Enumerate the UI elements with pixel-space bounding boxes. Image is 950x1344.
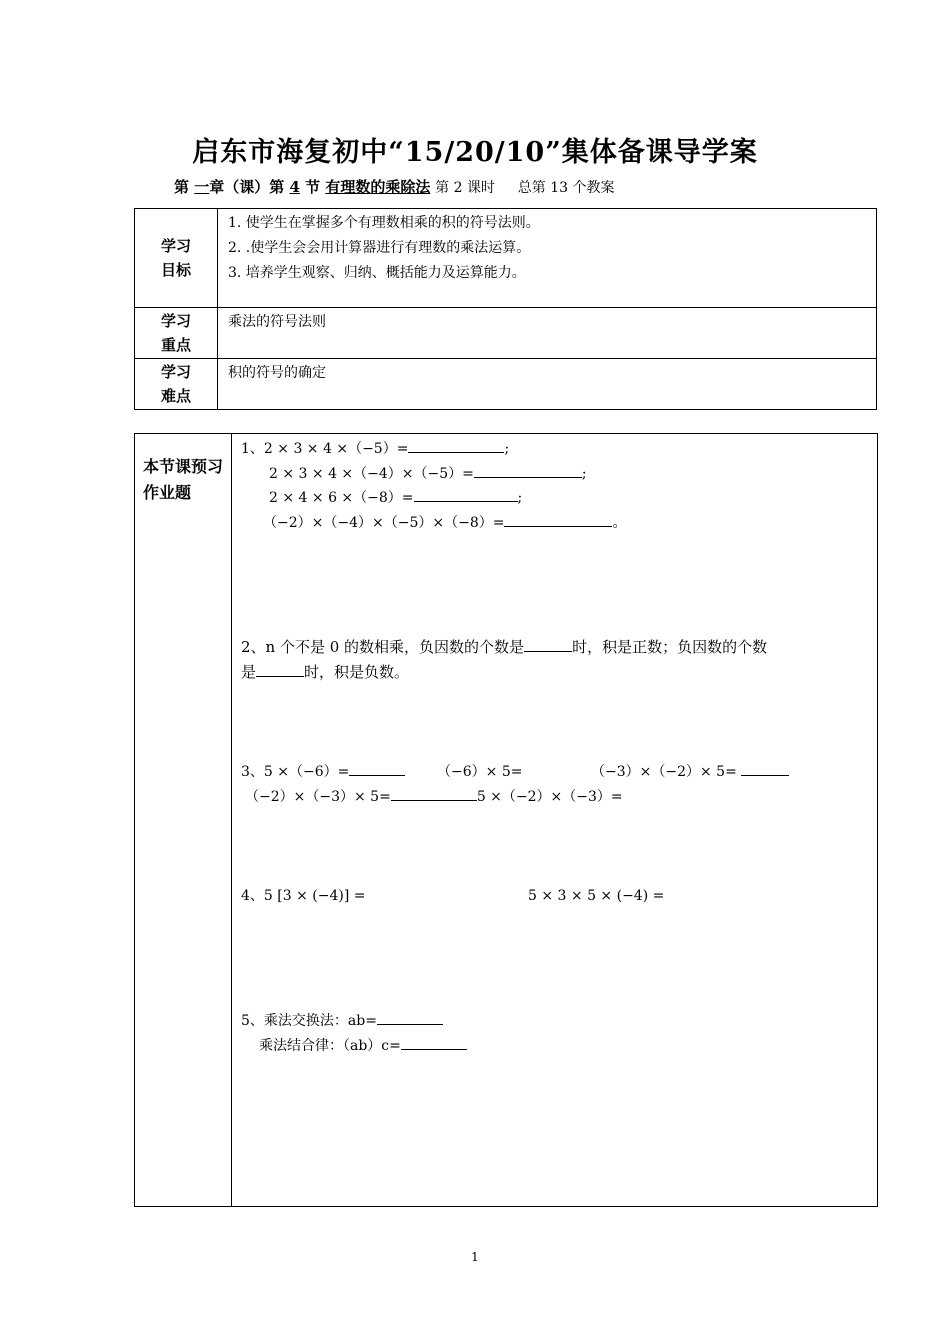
question-3-expr-2: （−6）× 5= <box>437 764 523 780</box>
answer-blank[interactable] <box>524 637 572 652</box>
key-point-row <box>135 308 877 359</box>
answer-blank[interactable] <box>256 662 304 677</box>
page-number: 1 <box>471 1250 479 1264</box>
question-3-line-1: 3、5 ×（−6）= <box>241 760 405 784</box>
lesson-topic: 有理数的乘除法 <box>325 178 431 196</box>
key-point-label: 学习 重点 <box>135 308 218 359</box>
answer-blank[interactable] <box>414 487 518 502</box>
objectives-row <box>135 209 877 308</box>
answer-blank[interactable] <box>377 1010 443 1025</box>
objective-item: 3. 培养学生观察、归纳、概括能力及运算能力。 <box>228 265 526 281</box>
objectives-content <box>218 209 877 308</box>
answer-blank[interactable] <box>741 761 789 776</box>
answer-blank[interactable] <box>504 512 612 527</box>
difficulty-label: 学习 难点 <box>135 359 218 410</box>
key-point-content: 乘法的符号法则 <box>218 308 877 359</box>
question-4-expr-1: 4、5 [3 × (−4)] = <box>241 888 366 904</box>
header-part-1: 第 <box>174 178 195 196</box>
difficulty-content: 积的符号的确定 <box>218 359 877 410</box>
difficulty-row <box>135 359 877 410</box>
answer-blank[interactable] <box>401 1035 467 1050</box>
lesson-hour: 第 2 课时 <box>435 180 495 196</box>
question-4-expr-2: 5 × 3 × 5 × (−4) = <box>528 888 665 904</box>
question-1-line-2: 2 × 3 × 4 ×（−4）×（−5）= ; <box>269 462 587 486</box>
question-3-line-2: （−2）×（−3）× 5= 5 ×（−2）×（−3）= <box>245 785 623 809</box>
question-5-line-1: 5、乘法交换法：ab= <box>241 1009 443 1033</box>
objective-item: 2. .使学生会会用计算器进行有理数的乘法运算。 <box>228 240 531 256</box>
answer-blank[interactable] <box>408 438 504 453</box>
page-title: 启东市海复初中“15/20/10”集体备课导学案 <box>192 137 758 168</box>
question-2-line-2: 是 时，积是负数。 <box>241 663 410 681</box>
question-1-line-4: （−2）×（−4）×（−5）×（−8）= 。 <box>263 511 626 535</box>
objective-item: 1. 使学生在掌握多个有理数相乘的积的符号法则。 <box>228 215 540 231</box>
question-3-expr-3: （−3）×（−2）× 5= <box>591 760 789 784</box>
learning-goals-table <box>134 208 877 410</box>
section-number: 4 <box>289 178 300 196</box>
answer-blank[interactable] <box>391 786 477 801</box>
lesson-header <box>174 176 614 197</box>
column-divider <box>231 434 232 1206</box>
chapter-number: 一 <box>194 178 210 196</box>
question-1-line-1: 1、2 × 3 × 4 ×（−5）= ; <box>241 437 509 461</box>
answer-blank[interactable] <box>474 463 582 478</box>
question-5-line-2: 乘法结合律：（ab）c= <box>259 1034 467 1058</box>
answer-blank[interactable] <box>349 761 405 776</box>
question-1-line-3: 2 × 4 × 6 ×（−8）= ; <box>269 486 522 510</box>
header-part-2: 章（课）第 <box>209 178 290 196</box>
header-part-3: 节 <box>299 178 326 196</box>
lesson-total: 总第 13 个教案 <box>517 180 615 196</box>
homework-box <box>134 433 878 1207</box>
homework-label: 本节课预习作业题 <box>143 457 224 502</box>
objectives-label: 学习 目标 <box>135 209 218 308</box>
question-2-line-1: 2、n 个不是 0 的数相乘，负因数的个数是 时，积是正数；负因数的个数 <box>241 638 768 656</box>
